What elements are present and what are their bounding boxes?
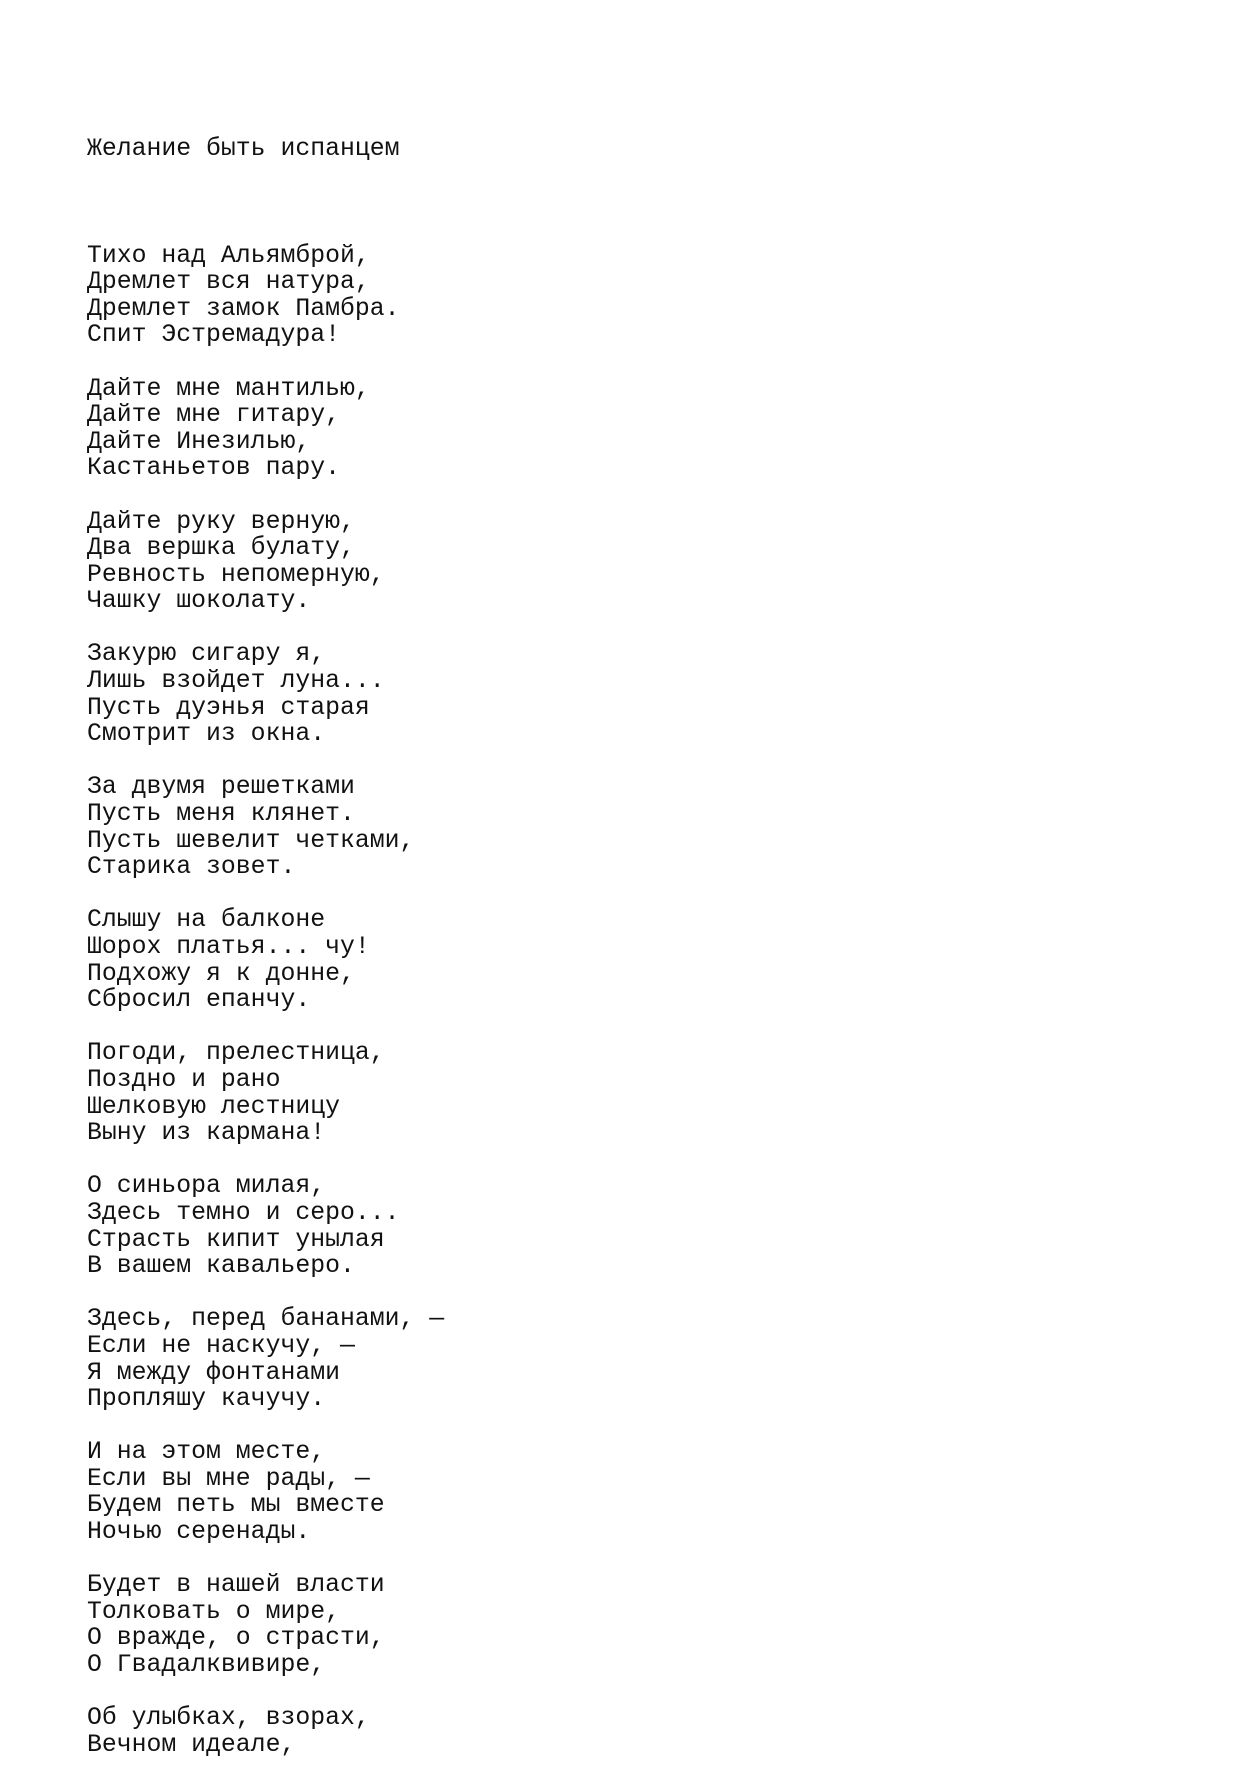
poem-stanza: [87, 1306, 1187, 1412]
poem-line: Лишь взойдет луна...: [87, 667, 385, 696]
poem-line: Если вы мне рады, —: [87, 1464, 370, 1493]
poem-line: О Гвадалквивире,: [87, 1651, 326, 1680]
poem-line: Закурю сигару я,: [87, 640, 326, 669]
poem-line: Страсть кипит унылая: [87, 1225, 385, 1254]
poem-line: Я между фонтанами: [87, 1358, 340, 1387]
poem-line: Если не наскучу, —: [87, 1331, 355, 1360]
poem-line: Здесь, перед бананами, —: [87, 1305, 445, 1334]
poem-line: Пусть дуэнья старая: [87, 693, 370, 722]
poem-line: Тихо над Альямброй,: [87, 241, 370, 270]
poem-line: Смотрит из окна.: [87, 720, 326, 749]
poem-line: Погоди, прелестница,: [87, 1039, 385, 1068]
poem-line: Выну из кармана!: [87, 1119, 326, 1148]
poem-line: Дайте Инезилью,: [87, 427, 311, 456]
poem-line: Толковать о мире,: [87, 1597, 340, 1626]
poem-line: Чашку шоколату.: [87, 587, 311, 616]
poem-line: Слышу на балконе: [87, 906, 326, 935]
poem-line: И на этом месте,: [87, 1438, 326, 1467]
poem-line: Шорох платья... чу!: [87, 933, 370, 961]
poem-line: Дремлет вся натура,: [87, 268, 370, 297]
poem-line: Пусть шевелит четками,: [87, 826, 415, 855]
poem-line: За двумя решетками: [87, 773, 355, 802]
poem-line: Дайте мне мантилью,: [87, 374, 370, 403]
poem-stanza: [87, 376, 1187, 482]
poem-line: Шелковую лестницу: [87, 1092, 340, 1121]
poem-line: О синьора милая,: [87, 1172, 326, 1201]
poem-stanza: [87, 243, 1187, 349]
poem-body: [87, 243, 1187, 1759]
poem-line: Сбросил епанчу.: [87, 986, 311, 1015]
poem-line: Ревность непомерную,: [87, 560, 385, 589]
poem-stanza: [87, 1439, 1187, 1545]
poem-stanza: [87, 1705, 1187, 1758]
poem-line: Будет в нашей власти: [87, 1571, 385, 1600]
poem-line: Пропляшу качучу.: [87, 1385, 326, 1414]
poem-line: В вашем кавальеро.: [87, 1252, 355, 1281]
poem-title: Желание быть испанцем: [87, 135, 400, 164]
poem-line: О вражде, о страсти,: [87, 1624, 385, 1653]
poem-stanza: [87, 907, 1187, 1013]
poem-line: Дремлет замок Памбра.: [87, 294, 400, 323]
poem-stanza: [87, 774, 1187, 880]
poem-stanza: [87, 1572, 1187, 1678]
poem-line: Об улыбках, взорах,: [87, 1704, 370, 1733]
poem-line: Ночью серенады.: [87, 1518, 311, 1547]
poem-line: Дайте руку верную,: [87, 507, 355, 536]
poem-line: Подхожу я к донне,: [87, 959, 355, 988]
poem-line: Кастаньетов пару.: [87, 454, 340, 483]
poem-stanza: [87, 1173, 1187, 1279]
poem-stanza: [87, 509, 1187, 615]
poem-page: [87, 83, 1187, 1785]
poem-line: Поздно и рано: [87, 1065, 281, 1094]
poem-line: Два вершка булату,: [87, 534, 355, 563]
poem-line: Спит Эстремадура!: [87, 321, 340, 350]
poem-line: Будем петь мы вместе: [87, 1491, 385, 1520]
poem-line: Здесь темно и серо...: [87, 1198, 400, 1227]
poem-line: Старика зовет.: [87, 853, 296, 882]
poem-line: Вечном идеале,: [87, 1730, 296, 1759]
poem-line: Пусть меня клянет.: [87, 800, 355, 829]
poem-line: Дайте мне гитару,: [87, 401, 340, 430]
poem-stanza: [87, 641, 1187, 747]
poem-stanza: [87, 1040, 1187, 1146]
